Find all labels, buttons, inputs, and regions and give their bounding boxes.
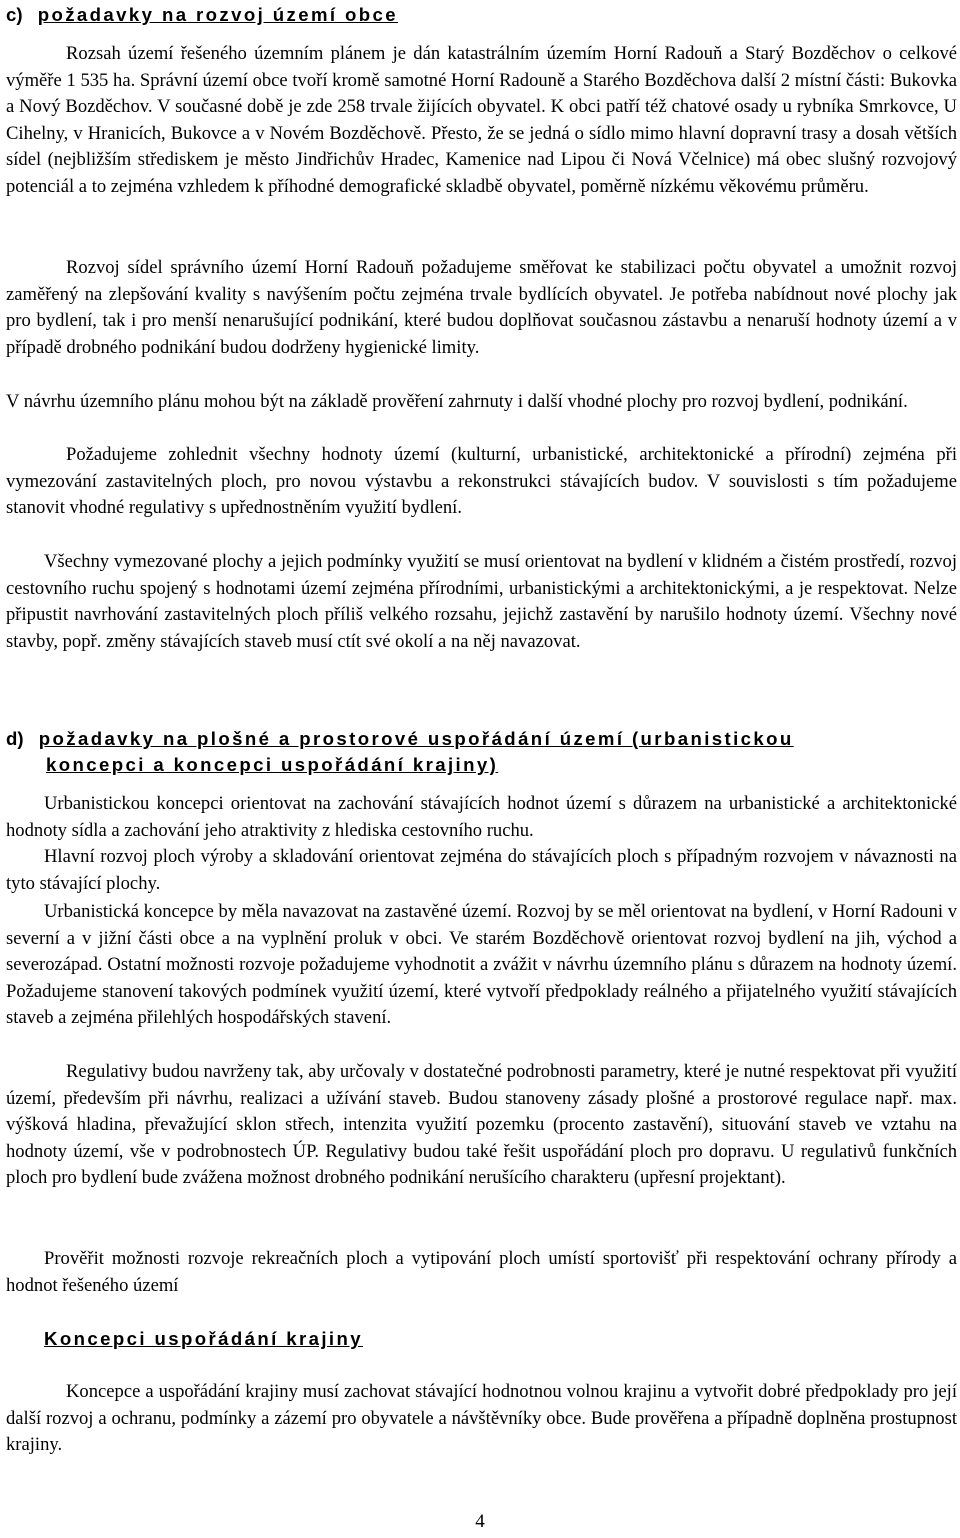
section-d-paragraph-5: Prověřit možnosti rozvoje rekreačních ploch a vytipování ploch umístí sportovišť při respektování ochrany přírody a hodnot řešeného území <box>6 1248 957 1296</box>
page-number: 4 <box>475 1511 485 1532</box>
section-krajina-paragraph-1: Koncepce a uspořádání krajiny musí zachovat stávající hodnotnou volnou krajinu a vytvořit dobré předpoklady pro její další rozvoj a ochranu, podmínky a zázemí pro obyvatele a návštěvníky obce. Bude prověřena a případně doplněna prostupnost krajiny. <box>6 1381 957 1456</box>
section-krajina-heading <box>44 1326 363 1352</box>
section-c-paragraph-2: Rozvoj sídel správního území Horní Radouň požadujeme směřovat ke stabilizaci počtu obyvatel a umožnit rozvoj zaměřený na zlepšování kvality s navýšením počtu zejména trvale bydlících obyvatel. Je potřeba nabídnout nové plochy jak pro bydlení, tak i pro menší nenarušující podnikání, které budou doplňovat současnou zástavbu a nenaruší hodnoty území a v případě drobného podnikání budou dodrženy hygienické limity. <box>6 257 957 358</box>
section-d-paragraph-1: Urbanistickou koncepci orientovat na zachování stávajících hodnot území s důrazem na urbanistické a architektonické hodnoty sídla a zachování jeho atraktivity z hlediska cestovního ruchu. <box>6 793 957 841</box>
section-d-title-line-1: požadavky na plošné a prostorové uspořádání území (urbanistickou <box>38 728 794 749</box>
section-c-paragraph-1: Rozsah území řešeného územním plánem je dán katastrálním územím Horní Radouň a Starý Bozděchov o celkové výměře 1 535 ha. Správní území obce tvoří kromě samotné Horní Radouně a Starého Bozděchova další 2 místní části: Bukovka a Nový Bozděchov. V současné době je zde 258 trvale žijících obyvatel. K obci patří též chatové osady u rybníka Smrkovce, U Cihelny, v Hranicích, Bukovce a v Novém Bozděchově. Přesto, že se jedná o sídlo mimo hlavní dopravní trasy a dosah větších sídel (nejbližším střediskem je město Jindřichův Hradec, Kamenice nad Lipou či Nová Včelnice) má obec slušný rozvojový potenciál a to zejména vzhledem k příhodné demografické skladbě obyvatel, poměrně nízkému věkovému průměru. <box>6 43 957 197</box>
section-c-paragraph-4: Požadujeme zohlednit všechny hodnoty území (kulturní, urbanistické, architektonické a přírodní) zejména při vymezování zastavitelných ploch, pro novou výstavbu a rekonstrukci stávajících budov. V souvislosti s tím požadujeme stanovit vhodné regulativy s upřednostněním využití bydlení. <box>6 444 957 519</box>
section-c-paragraph-3: V návrhu územního plánu mohou být na základě prověření zahrnuty i další vhodné plochy pro rozvoj bydlení, podnikání. <box>6 391 908 412</box>
section-d-paragraph-4: Regulativy budou navrženy tak, aby určovaly v dostatečné podrobnosti parametry, které je nutné respektovat při využití území, především při návrhu, realizaci a užívání staveb. Budou stanoveny zásady plošné a prostorové regulace např. max. výšková hladina, převažující sklon střech, intenzita využití pozemku (procento zastavění), situování staveb ve vztahu na hodnoty území, vše v podrobnostech ÚP. Regulativy budou také řešit uspořádání ploch pro dopravu. U regulativů funkčních ploch pro bydlení bude zvážena možnost drobného podnikání nerušícího charakteru (upřesní projektant). <box>6 1061 957 1189</box>
section-d-label: d) <box>6 728 24 749</box>
section-c-label: c) <box>6 4 23 25</box>
section-c-heading <box>6 2 398 28</box>
section-d-paragraph-2: Hlavní rozvoj ploch výroby a skladování orientovat zejména do stávajících ploch s případným rozvojem v návaznosti na tyto stávající plochy. <box>6 846 957 894</box>
section-d-heading-line-2 <box>46 752 498 778</box>
section-c-paragraph-5: Všechny vymezované plochy a jejich podmínky využití se musí orientovat na bydlení v klidném a čistém prostředí, rozvoj cestovního ruchu spojený s hodnotami území zejména přírodními, urbanistickými a architektonickými, a je respektovat. Nelze připustit navrhování zastavitelných ploch příliš velkého rozsahu, jejichž zastavění by narušilo hodnoty území. Všechny nové stavby, popř. změny stávajících staveb musí ctít své okolí a na něj navazovat. <box>6 551 957 652</box>
section-d-paragraph-3: Urbanistická koncepce by měla navazovat na zastavěné území. Rozvoj by se měl orientovat na bydlení, v Horní Radouni v severní a v jižní části obce a na vyplnění proluk v obci. Ve starém Bozděchově orientovat rozvoj bydlení na jih, východ a severozápad. Ostatní možnosti rozvoje požadujeme vyhodnotit a zvážit v návrhu územního plánu s důrazem na hodnoty území. Požadujeme stanovení takových podmínek využití území, které vytvoří předpoklady reálného a přijatelného využití stávajících staveb a zejména přilehlých hospodářských stavení. <box>6 901 957 1029</box>
section-d-title-line-2: koncepci a koncepci uspořádání krajiny) <box>46 754 499 775</box>
section-c-title: požadavky na rozvoj území obce <box>37 4 399 25</box>
section-krajina-title: Koncepci uspořádání krajiny <box>44 1328 363 1349</box>
section-d-heading <box>6 726 957 752</box>
